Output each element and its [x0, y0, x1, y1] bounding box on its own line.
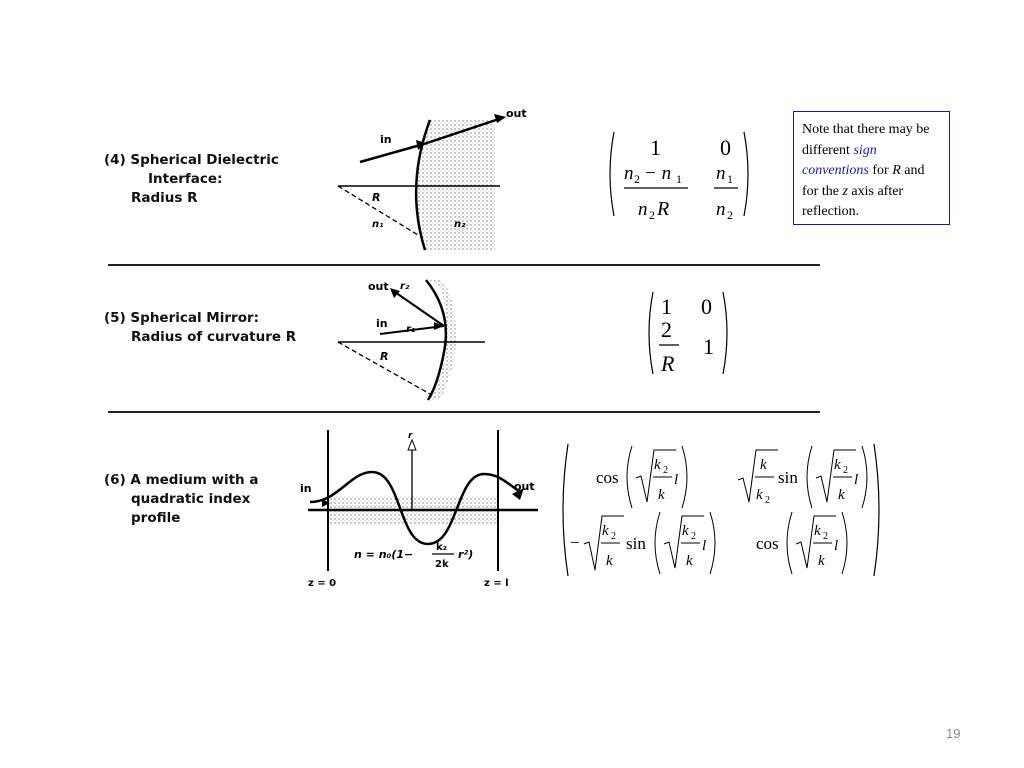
m5-d: 1	[703, 334, 714, 359]
formula-part-b: r²)	[458, 548, 474, 561]
m4-c-n2: n	[624, 163, 634, 184]
label-out: out	[506, 107, 527, 120]
m6-top-left	[596, 446, 687, 508]
matrix-dielectric	[604, 128, 754, 220]
paren-l	[787, 512, 792, 574]
row4-label-line2: Interface:	[148, 171, 223, 187]
row6-label-line2: quadratic index	[131, 491, 251, 507]
m5-a: 1	[661, 294, 672, 319]
m6-l: l	[674, 472, 679, 488]
m6-sub2: 2	[611, 531, 616, 542]
slide-number: 19	[946, 726, 961, 741]
medium-label-in: in	[300, 482, 312, 495]
paren-r	[710, 512, 715, 574]
mirror-out-arrow-icon	[390, 288, 400, 298]
formula-k2: k₂	[436, 542, 448, 553]
label-r: r	[408, 431, 413, 441]
note-text-3: and for the	[802, 163, 925, 199]
row4-label-line1: (4) Spherical Dielectric	[104, 152, 279, 168]
mirror-label-out: out	[368, 280, 389, 293]
paren-r	[862, 446, 867, 508]
divider-1	[108, 264, 820, 266]
row6-label-line3: profile	[131, 510, 181, 526]
paren-r	[842, 512, 847, 574]
row4-label-line3: Radius R	[131, 190, 198, 206]
m6-k2: k	[654, 457, 661, 473]
incoming-ray	[360, 144, 424, 162]
note-text-2: for	[868, 163, 893, 178]
label-n1: n₁	[372, 219, 384, 230]
m4-a: 1	[650, 135, 661, 160]
note-R: R	[892, 163, 901, 178]
bracket-right	[744, 132, 748, 216]
m4-b: 0	[720, 135, 731, 160]
row4-label	[104, 151, 279, 208]
m6-k: k	[686, 553, 693, 569]
row5-label	[104, 309, 296, 347]
m4-c-den-R: R	[657, 198, 670, 220]
m6-k2: k	[756, 487, 763, 503]
m4-d-den: n	[716, 199, 726, 220]
m4-c-den-sub2: 2	[649, 208, 655, 220]
m4-d-num-sub: 1	[727, 172, 733, 186]
matrix-mirror	[643, 288, 733, 378]
m5-b: 0	[701, 294, 712, 319]
label-z0: z = 0	[308, 578, 337, 589]
m6-sub2: 2	[663, 465, 668, 476]
m4-c-sub1: 1	[676, 172, 682, 186]
mirror-label-in: in	[376, 317, 388, 330]
m4-c-den-n: n	[638, 199, 648, 220]
m6-l: l	[834, 538, 839, 554]
m6-k: k	[818, 553, 825, 569]
m6-l: l	[854, 472, 859, 488]
dielectric-interface-figure	[330, 100, 540, 260]
m4-c-sub2: 2	[634, 172, 640, 186]
m6-minus: −	[570, 533, 580, 552]
mirror-shading	[426, 280, 456, 400]
spherical-mirror-figure	[330, 272, 490, 407]
matrix-quadratic-medium	[558, 440, 884, 580]
note-text-1: Note that there may be different	[802, 122, 930, 158]
row6-label	[104, 471, 258, 528]
outgoing-arrow-icon	[494, 114, 506, 123]
label-R: R	[372, 191, 381, 204]
formula-2k: 2k	[435, 559, 449, 570]
paren-l	[807, 446, 812, 508]
bracket-left	[649, 292, 653, 374]
m5-c-num: 2	[661, 317, 672, 342]
m6-k: k	[838, 487, 845, 503]
m6-k: k	[606, 553, 613, 569]
m4-c-minus-n1: − n	[644, 163, 672, 184]
m6-l: l	[702, 538, 707, 554]
m6-k: k	[658, 487, 665, 503]
m6-bottom-right	[756, 512, 847, 574]
m5-c-den: R	[661, 351, 675, 376]
note-text-4: axis after reflection.	[802, 183, 904, 219]
medium-label-out: out	[514, 480, 535, 493]
m6-sub2: 2	[691, 531, 696, 542]
divider-2	[108, 411, 820, 413]
formula-part-a: n = n₀(1−	[354, 548, 414, 561]
paren-r	[682, 446, 687, 508]
sign-convention-note	[793, 111, 950, 225]
quadratic-medium-figure	[298, 426, 548, 596]
m4-d-den-sub: 2	[727, 208, 733, 220]
m6-k2: k	[834, 457, 841, 473]
row5-label-line1: (5) Spherical Mirror:	[104, 310, 260, 326]
dielectric-shading	[416, 120, 495, 250]
m4-d-num: n	[716, 163, 726, 184]
paren-l	[627, 446, 632, 508]
bracket-left	[610, 132, 614, 216]
m6-k2: k	[682, 523, 689, 539]
row6-label-line1: (6) A medium with a	[104, 472, 259, 488]
bracket-right	[874, 444, 879, 576]
m6-cos-2: cos	[756, 534, 779, 553]
m6-sin-1: sin	[778, 468, 798, 487]
m6-sub2: 2	[843, 465, 848, 476]
label-n2: n₂	[454, 219, 466, 230]
note-z: z	[842, 183, 848, 199]
note-conventions: conventions	[802, 163, 869, 178]
m6-bottom-left	[570, 512, 715, 574]
mirror-label-R: R	[380, 350, 389, 363]
paren-l	[655, 512, 660, 574]
row5-label-line2: Radius of curvature R	[131, 329, 297, 345]
m6-sub2: 2	[765, 495, 770, 506]
label-zl: z = l	[484, 578, 509, 589]
m6-cos-1: cos	[596, 468, 619, 487]
m6-k2: k	[814, 523, 821, 539]
mirror-label-r2: r₂	[400, 281, 410, 292]
m6-k: k	[760, 457, 767, 473]
m6-sin-2: sin	[626, 534, 646, 553]
m6-top-right	[738, 446, 867, 508]
m6-k2: k	[602, 523, 609, 539]
r-axis-arrow-icon	[408, 440, 416, 450]
m6-sub2: 2	[823, 531, 828, 542]
note-sign: sign	[853, 142, 877, 158]
bracket-left	[563, 444, 568, 576]
bracket-right	[723, 292, 727, 374]
mirror-label-r1: r₁	[406, 324, 416, 335]
label-in: in	[380, 133, 392, 146]
